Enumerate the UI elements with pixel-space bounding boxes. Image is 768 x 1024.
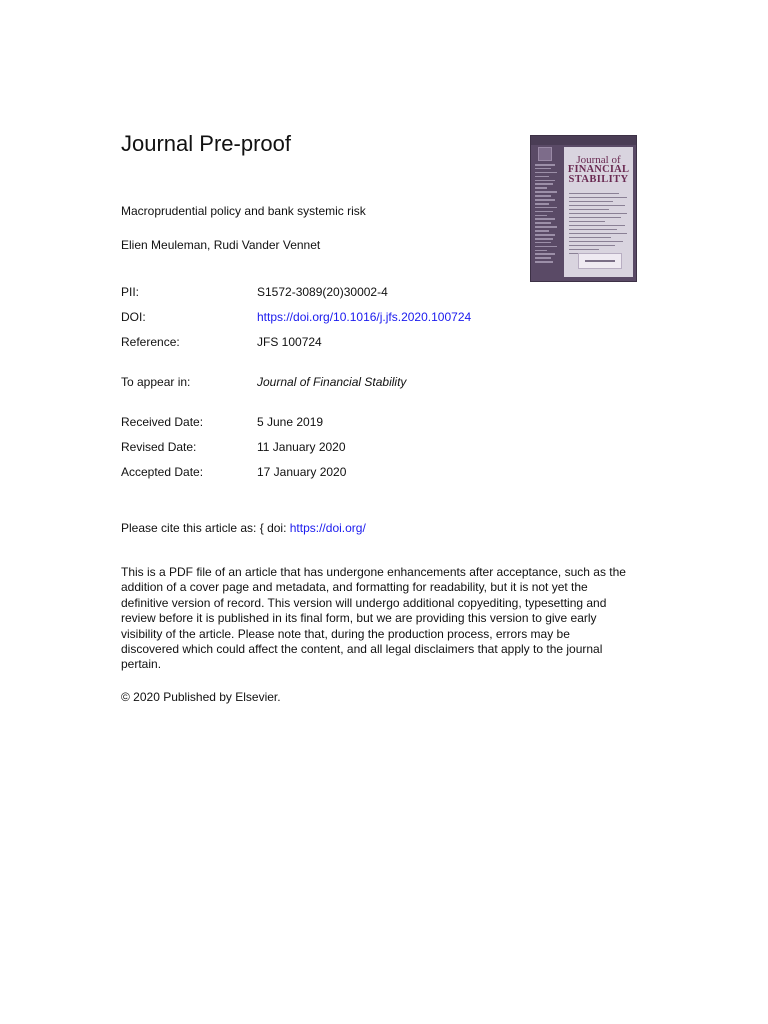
copyright-notice: © 2020 Published by Elsevier. bbox=[121, 690, 281, 704]
accepted-date-value: 17 January 2020 bbox=[257, 465, 347, 479]
citation-line bbox=[121, 520, 366, 536]
citation-prefix: Please cite this article as: { doi: bbox=[121, 521, 290, 535]
accepted-date-label: Accepted Date: bbox=[121, 465, 204, 479]
received-date-value: 5 June 2019 bbox=[257, 415, 324, 429]
elsevier-logo-icon bbox=[538, 147, 552, 161]
page-title: Journal Pre-proof bbox=[121, 131, 291, 156]
article-authors: Elien Meuleman, Rudi Vander Vennet bbox=[121, 238, 321, 252]
cover-title-panel bbox=[564, 147, 633, 277]
pii-label: PII: bbox=[121, 285, 140, 299]
cover-title-line-3: STABILITY bbox=[568, 174, 629, 185]
cover-title-line-2: FINANCIAL bbox=[567, 164, 630, 175]
article-title: Macroprudential policy and bank systemic risk bbox=[121, 204, 366, 218]
appear-in-value: Journal of Financial Stability bbox=[257, 375, 407, 389]
sciencedirect-badge-icon bbox=[578, 253, 622, 269]
cover-article-list bbox=[569, 193, 629, 257]
doi-link[interactable]: https://doi.org/10.1016/j.jfs.2020.100724 bbox=[257, 310, 472, 324]
doi-label: DOI: bbox=[121, 310, 146, 324]
journal-cover-image bbox=[530, 135, 637, 282]
revised-date-label: Revised Date: bbox=[121, 440, 197, 454]
cover-contents-list bbox=[535, 164, 559, 276]
citation-doi-link[interactable]: https://doi.org/ bbox=[289, 521, 366, 535]
disclaimer-paragraph: This is a PDF file of an article that has undergone enhancements after acceptance, such as the addition of a cover page and metadata, and formatting for readability, but it is not yet the definitive version of record. This version will undergo additional copyediting, typesetting and review before it is published in its final form, but we are providing this version to give early visibility of the article. Please note that, during the production process, errors may be discovered which could affect the content, and all legal disclaimers that apply to the journal pertain. bbox=[121, 565, 626, 672]
cover-journal-title bbox=[564, 155, 633, 185]
cover-title-line-1: Journal of bbox=[576, 154, 621, 166]
revised-date-value: 11 January 2020 bbox=[257, 440, 346, 454]
cover-top-bar bbox=[531, 136, 636, 145]
reference-label: Reference: bbox=[121, 335, 180, 349]
appear-in-label: To appear in: bbox=[121, 375, 191, 389]
reference-value: JFS 100724 bbox=[257, 335, 322, 349]
received-date-label: Received Date: bbox=[121, 415, 204, 429]
pii-value: S1572-3089(20)30002-4 bbox=[257, 285, 388, 299]
